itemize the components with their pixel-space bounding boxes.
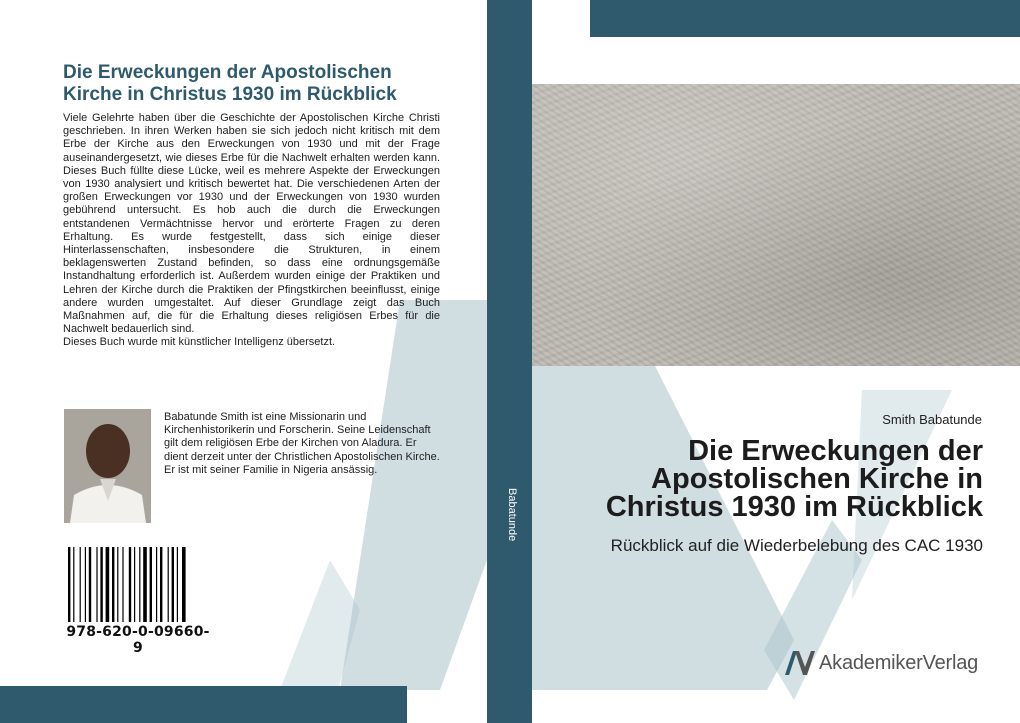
cover-texture-image (532, 84, 1020, 366)
publisher-logo (785, 648, 978, 678)
front-title: Die Erweckungen der Apostolischen Kirche in Christus 1930 im Rückblick (605, 435, 983, 523)
av-logo-icon (785, 651, 815, 675)
description-text: Viele Gelehrte haben über die Geschichte der Apostolischen Kirche Christi geschrieben. In ihren Werken haben sie sich jedoch nicht kritisch mit dem Erbe der Kirche aus den Erweckungen von 1930 und mit der Frage auseinandergesetzt, wie dieses Erbe für die Nachwelt erhalten werden kann. Dieses Buch füllte diese Lücke, weil es mehrere Aspekte der Erweckungen von 1930 analysiert und kritisch bewertet hat. Die verschiedenen Arten der großen Erweckungen vor 1930 und der Erweckungen von 1930 wurden gebührend untersucht. Es hob auch die durch die Erweckungen entstandenen Vermächtnisse hervor und erörterte Fragen zu deren Erhaltung. Es wurde festgestellt, dass sich einige dieser Hinterlassenschaften, insbesondere die Strukturen, in einem beklagenswerten Zustand befinden, so dass eine ordnungsgemäße Instandhaltung erforderlich ist. Außerdem wurden einige der Praktiken und Lehren der Kirche durch die Praktiken der Pfingstkirchen beeinflusst, einige andere wurden umgestaltet. Auf dieser Grundlage zeigt das Buch Maßnahmen auf, die für die Erhaltung dieses religiösen Erbes für die Nachwelt bedauerlich sind. (63, 112, 440, 336)
back-cover (0, 0, 487, 723)
book-description (63, 112, 440, 350)
front-top-band (590, 0, 1020, 37)
barcode (63, 544, 213, 656)
front-subtitle: Rückblick auf die Wiederbelebung des CAC 1930 (610, 536, 983, 555)
author-bio: Babatunde Smith ist eine Missionarin und Kirchenhistorikerin und Forscherin. Seine Leidenschaft gilt dem religiösen Erbe der Kirchen von Aladura. Er dient derzeit unter der Christlichen Apostolischen Kirche. Er ist mit seiner Familie in Nigeria ansässig. (164, 411, 440, 476)
front-cover (532, 0, 1020, 723)
spine-label (487, 488, 532, 640)
spine-author: Babatunde (505, 488, 518, 542)
isbn-number: 978-620-0-09660-9 (66, 624, 210, 656)
translation-note: Dieses Buch wurde mit künstlicher Intelligenz übersetzt. (63, 336, 336, 349)
barcode-bars (68, 547, 208, 622)
front-author: Smith Babatunde (882, 412, 982, 427)
author-photo (64, 409, 151, 523)
publisher-name: AkademikerVerlag (819, 651, 979, 674)
back-bottom-band (0, 686, 407, 723)
back-title: Die Erweckungen der Apostolischen Kirche in Christus 1930 im Rückblick (63, 62, 397, 105)
